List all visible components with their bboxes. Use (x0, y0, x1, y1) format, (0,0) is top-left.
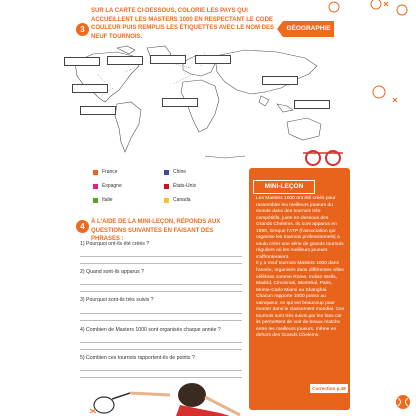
map-instruction: SUR LA CARTE CI-DESSOUS, COLORIE LES PAYS QUI ACCUEILLENT LES MASTERS 1000 EN RESPECTANT LE CODE COULEUR PUIS REMPLIS LES ÉTIQUETTES AVEC LE NOM DES NEUF TOURNOIS. (91, 8, 275, 40)
tennis-ball-icon (320, 0, 416, 18)
answer-line[interactable] (80, 291, 242, 292)
legend-label: Canada (173, 197, 191, 203)
step-number-3: 3 (76, 23, 89, 36)
mini-lesson-title: MINI-LEÇON (253, 180, 315, 194)
question-3: 3) Pourquoi sont-ils très suivis ? (80, 297, 154, 303)
mini-lesson-paragraph: Il y a neuf tournois Masters 1000 dans l'année, organisés dans différentes villes célèbres comme Rome, Indian Wells, Madrid, Cincinnati, Montréal, Paris, Monte-Carlo Miami ou Shanghai. Chacun rapporte 1000 points au vainqueur, ce qui est beaucoup pour monter dans le classement mondial. Ces tournois sont très suivis par les fans car ils permettent de voir de beaux matchs entre les meilleurs joueurs, même en dehors des Grands Chelems. (256, 261, 345, 339)
map-label-box[interactable] (262, 76, 298, 85)
legend-label: Espagne (102, 183, 122, 189)
map-label-box[interactable] (72, 84, 108, 93)
legend-swatch (164, 184, 169, 189)
mini-lesson-text (256, 196, 345, 340)
map-label-box[interactable] (107, 56, 143, 65)
question-4: 4) Combien de Masters 1000 sont organisés chaque année ? (80, 327, 221, 333)
question-1: 1) Pourquoi ont-ils été créés ? (80, 241, 150, 247)
legend-swatch (93, 198, 98, 203)
question-2: 2) Quand sont-ils apparus ? (80, 269, 145, 275)
questions-instruction: À L'AIDE DE LA MINI-LEÇON, RÉPONDS AUX QUESTIONS SUIVANTES EN FAISANT DES PHRASES : (91, 219, 221, 242)
map-label-box[interactable] (64, 57, 100, 66)
sunglasses-icon (301, 147, 345, 167)
answer-line[interactable] (80, 284, 242, 285)
map-label-box[interactable] (80, 106, 116, 115)
geography-badge: GÉOGRAPHIE (283, 21, 334, 37)
map-label-box[interactable] (162, 98, 198, 107)
legend-swatch (164, 198, 169, 203)
legend-label: États-Unis (173, 183, 197, 189)
tennis-ball-icon (357, 72, 407, 112)
answer-line[interactable] (80, 349, 242, 350)
legend-label: France (102, 169, 118, 175)
answer-line[interactable] (80, 263, 242, 264)
legend-swatch (93, 170, 98, 175)
map-label-box[interactable] (195, 55, 231, 64)
tennis-player-illustration (80, 375, 250, 416)
answer-line[interactable] (80, 320, 242, 321)
mini-lesson-paragraph: Les Masters 1000 ont été créés pour rassembler les meilleurs joueurs du monde dans des tournois très compétitifs, juste en-dessous des Grands Chelems. Ils sont apparus en 1990, lorsque l'ATP (l'association qui organise les tournois professionnels) a voulu créer une série de grands tournois réguliers où les meilleurs joueurs s'affronteraient. (256, 196, 344, 260)
answer-line[interactable] (80, 370, 242, 371)
legend-swatch (164, 170, 169, 175)
step-number-4: 4 (76, 220, 89, 233)
answer-line[interactable] (80, 256, 242, 257)
answer-line[interactable] (80, 342, 242, 343)
legend-label: Italie (102, 197, 113, 203)
legend-swatch (93, 184, 98, 189)
map-label-box[interactable] (150, 55, 186, 64)
answer-line[interactable] (80, 313, 242, 314)
question-5: 5) Combien ces tournois rapportent-ils de points ? (80, 355, 195, 361)
map-label-box[interactable] (294, 100, 330, 109)
legend-label: Chine (173, 169, 187, 175)
tennis-ball-icon (393, 392, 413, 412)
correction-link[interactable]: Correction p.48 (310, 384, 348, 393)
